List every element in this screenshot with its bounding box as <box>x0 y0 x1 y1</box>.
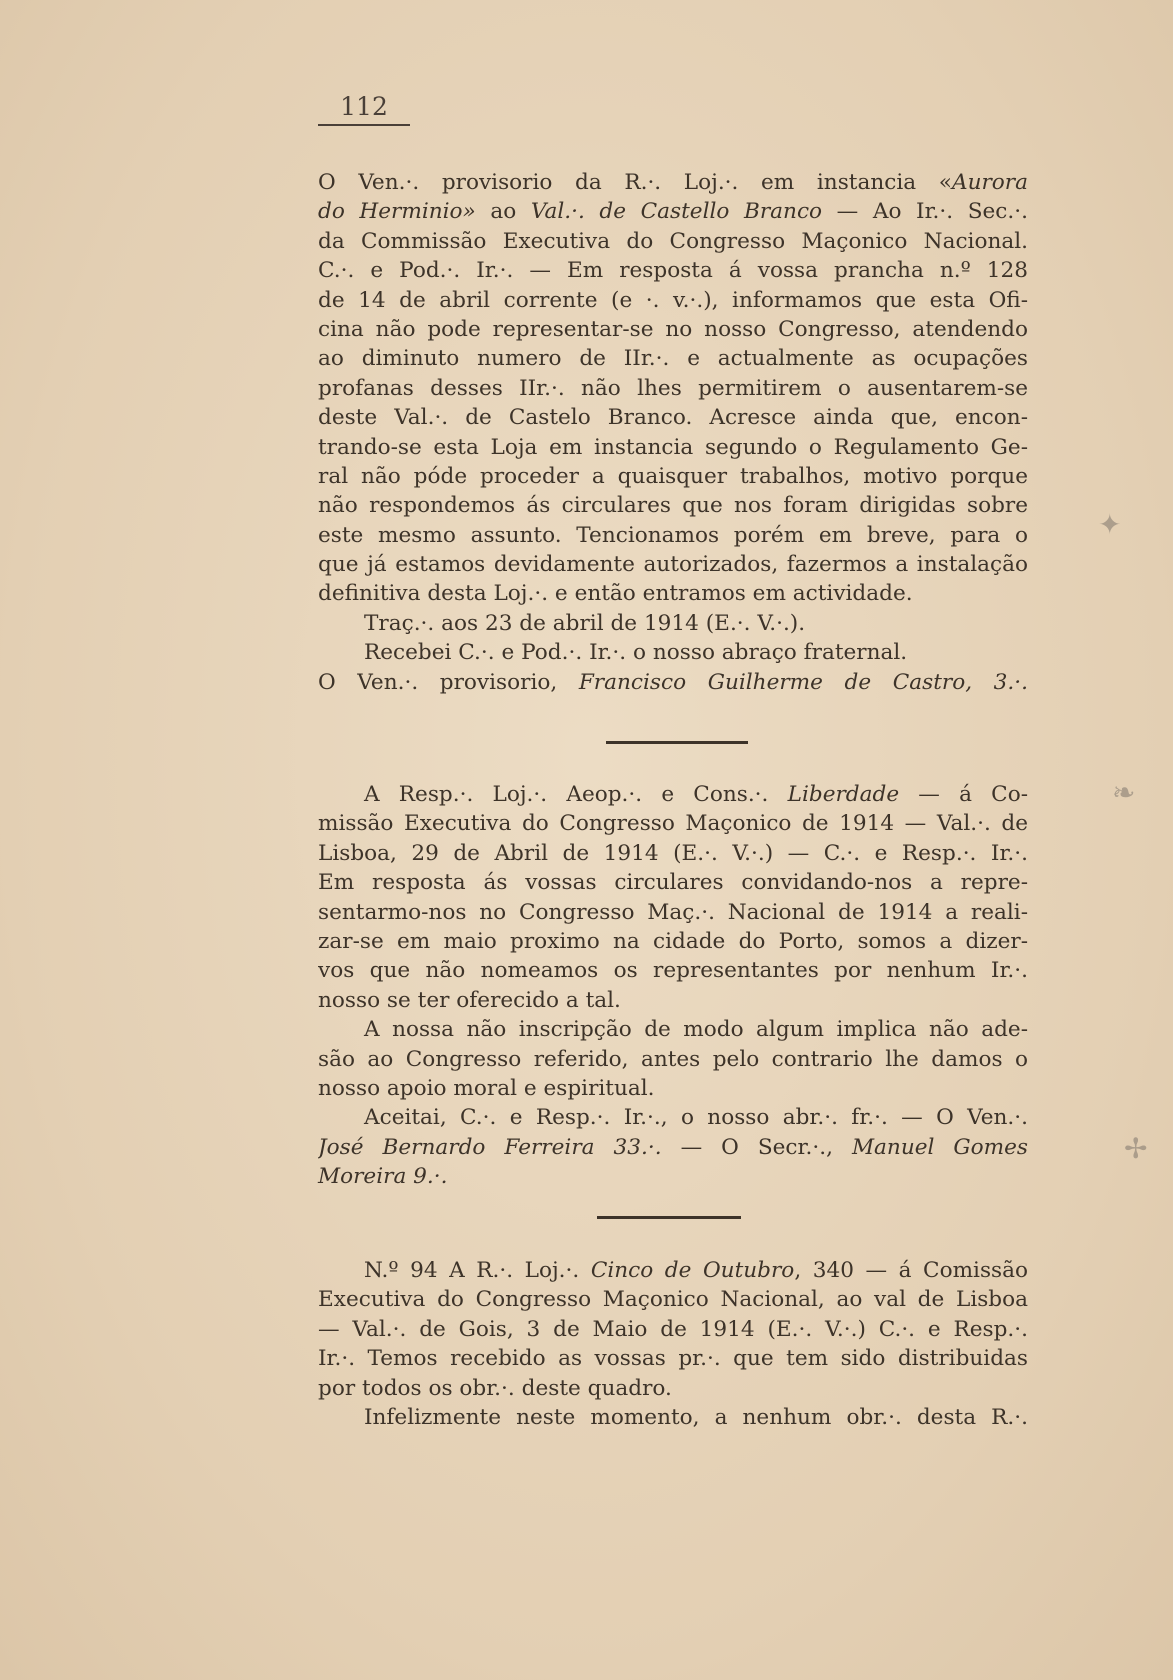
text-run: O Ven.·. provisorio da R.·. Loj.·. em instancia « <box>318 170 952 195</box>
text-run: A Resp.·. Loj.·. Aeop.·. e Cons.·. <box>364 782 788 807</box>
text-line <box>318 433 1028 462</box>
text-run: , 340 — á Comissão <box>794 1258 1028 1283</box>
page-number: 112 <box>340 92 388 121</box>
text-line <box>318 374 1028 403</box>
text-run: zar-se em maio proximo na cidade do Porto, somos a dizer- <box>318 928 1028 954</box>
text-run: trando-se esta Loja em instancia segundo o Regulamento Ge- <box>318 434 1028 460</box>
italic-run: Val.·. de Castello Branco <box>530 199 823 225</box>
text-line <box>318 809 1028 838</box>
page-number-underline <box>318 124 410 126</box>
text-run: ral não póde proceder a quaisquer trabalhos, motivo porque <box>318 463 1028 489</box>
text-line <box>318 609 1028 638</box>
letter-castelo-branco <box>318 168 1028 697</box>
text-run: Executiva do Congresso Maçonico Nacional, ao val de Lisboa <box>318 1287 1028 1313</box>
text-line <box>318 315 1028 344</box>
margin-mark-ornament: ✢ <box>1124 1132 1148 1165</box>
italic-run: José Bernardo Ferreira 33.·. <box>318 1134 662 1160</box>
section-divider <box>606 741 748 744</box>
text-run: Recebei C.·. e Pod.·. Ir.·. o nosso abraço fraternal. <box>364 640 908 666</box>
text-line <box>318 1162 1028 1191</box>
text-run: deste Val.·. de Castelo Branco. Acresce ainda que, encon- <box>318 405 1028 431</box>
italic-run: Aurora <box>951 170 1028 195</box>
text-run: nosso se ter oferecido a tal. <box>318 987 621 1013</box>
text-run: não respondemos ás circulares que nos foram dirigidas sobre <box>318 493 1028 519</box>
text-run: este mesmo assunto. Tencionamos porém em breve, para o <box>318 522 1028 548</box>
text-run: sentarmo-nos no Congresso Maç.·. Nacional de 1914 a reali- <box>318 899 1028 925</box>
text-line <box>318 668 1028 697</box>
text-line <box>318 1256 1028 1285</box>
text-run: de 14 de abril corrente (e ·. v.·.), informamos que esta Ofi- <box>318 287 1028 313</box>
text-run: — Ao Ir.·. Sec.·. <box>822 199 1028 225</box>
text-line <box>318 403 1028 432</box>
text-line <box>318 1403 1028 1432</box>
italic-run: Cinco de Outubro <box>590 1258 795 1283</box>
text-run: nosso apoio moral e espiritual. <box>318 1075 655 1101</box>
text-run: profanas desses IIr.·. não lhes permitirem o ausentarem-se <box>318 375 1028 401</box>
letter-cinco-de-outubro <box>318 1256 1028 1432</box>
text-line <box>318 256 1028 285</box>
text-run: Lisboa, 29 de Abril de 1914 (E.·. V.·.) — C.·. e Resp.·. Ir.·. <box>318 840 1028 866</box>
section-divider <box>597 1216 741 1219</box>
text-line <box>318 1103 1028 1132</box>
text-line <box>318 986 1028 1015</box>
text-run: vos que não nomeamos os representantes por nenhum Ir.·. <box>318 958 1028 984</box>
letter-liberdade <box>318 780 1028 1191</box>
italic-run: Moreira 9.·. <box>318 1164 448 1190</box>
text-line <box>318 956 1028 985</box>
text-line <box>318 1315 1028 1344</box>
text-line <box>318 1285 1028 1314</box>
text-run: são ao Congresso referido, antes pelo contrario lhe damos o <box>318 1046 1028 1072</box>
text-line <box>318 579 1028 608</box>
text-line <box>318 521 1028 550</box>
text-run: N.º 94 A R.·. Loj.·. <box>364 1258 591 1283</box>
text-line <box>318 1344 1028 1373</box>
text-line <box>318 1374 1028 1403</box>
text-run: Infelizmente neste momento, a nenhum obr.·. desta R.·. <box>364 1404 1028 1430</box>
text-run: cina não pode representar-se no nosso Congresso, atendendo <box>318 316 1028 342</box>
text-run: por todos os obr.·. deste quadro. <box>318 1375 672 1401</box>
text-line <box>318 286 1028 315</box>
italic-run: Manuel Gomes <box>851 1134 1028 1160</box>
text-line <box>318 227 1028 256</box>
margin-mark-ornament: ❧ <box>1112 776 1136 809</box>
italic-run: Francisco Guilherme de Castro, 3.·. <box>578 669 1028 695</box>
text-run: definitiva desta Loj.·. e então entramos em actividade. <box>318 581 913 607</box>
text-run: que já estamos devidamente autorizados, fazermos a instalação <box>318 552 1028 578</box>
text-line <box>318 898 1028 927</box>
text-line <box>318 491 1028 520</box>
text-run: — á Co- <box>899 782 1028 807</box>
text-line <box>318 780 1028 809</box>
text-line <box>318 462 1028 491</box>
text-line <box>318 927 1028 956</box>
text-line <box>318 1045 1028 1074</box>
text-run: — O Secr.·., <box>661 1134 852 1160</box>
text-run: C.·. e Pod.·. Ir.·. — Em resposta á vossa prancha n.º 128 <box>318 258 1028 284</box>
text-line <box>318 868 1028 897</box>
text-run: O Ven.·. provisorio, <box>318 669 579 695</box>
margin-mark-ornament: ✦ <box>1098 508 1122 541</box>
text-line <box>318 1133 1028 1162</box>
text-run: ao <box>475 199 531 225</box>
text-line <box>318 168 1028 197</box>
text-run: da Commissão Executiva do Congresso Maçonico Nacional. <box>318 228 1028 254</box>
text-run: Traç.·. aos 23 de abril de 1914 (E.·. V.·.). <box>364 610 806 636</box>
text-line <box>318 550 1028 579</box>
text-run: missão Executiva do Congresso Maçonico de 1914 — Val.·. de <box>318 811 1028 837</box>
text-line <box>318 344 1028 373</box>
text-line <box>318 1074 1028 1103</box>
text-line <box>318 638 1028 667</box>
text-run: Aceitai, C.·. e Resp.·. Ir.·., o nosso abr.·. fr.·. — O Ven.·. <box>364 1105 1028 1131</box>
text-run: — Val.·. de Gois, 3 de Maio de 1914 (E.·. V.·.) C.·. e Resp.·. <box>318 1316 1028 1342</box>
text-line <box>318 1015 1028 1044</box>
italic-run: Liberdade <box>787 782 900 807</box>
text-run: Ir.·. Temos recebido as vossas pr.·. que tem sido distribuidas <box>318 1346 1028 1372</box>
text-line <box>318 839 1028 868</box>
text-run: A nossa não inscripção de modo algum implica não ade- <box>364 1017 1028 1043</box>
text-run: ao diminuto numero de IIr.·. e actualmente as ocupações <box>318 346 1028 372</box>
italic-run: do Herminio» <box>318 199 476 225</box>
text-run: Em resposta ás vossas circulares convidando-nos a repre- <box>318 870 1028 896</box>
text-line <box>318 197 1028 226</box>
